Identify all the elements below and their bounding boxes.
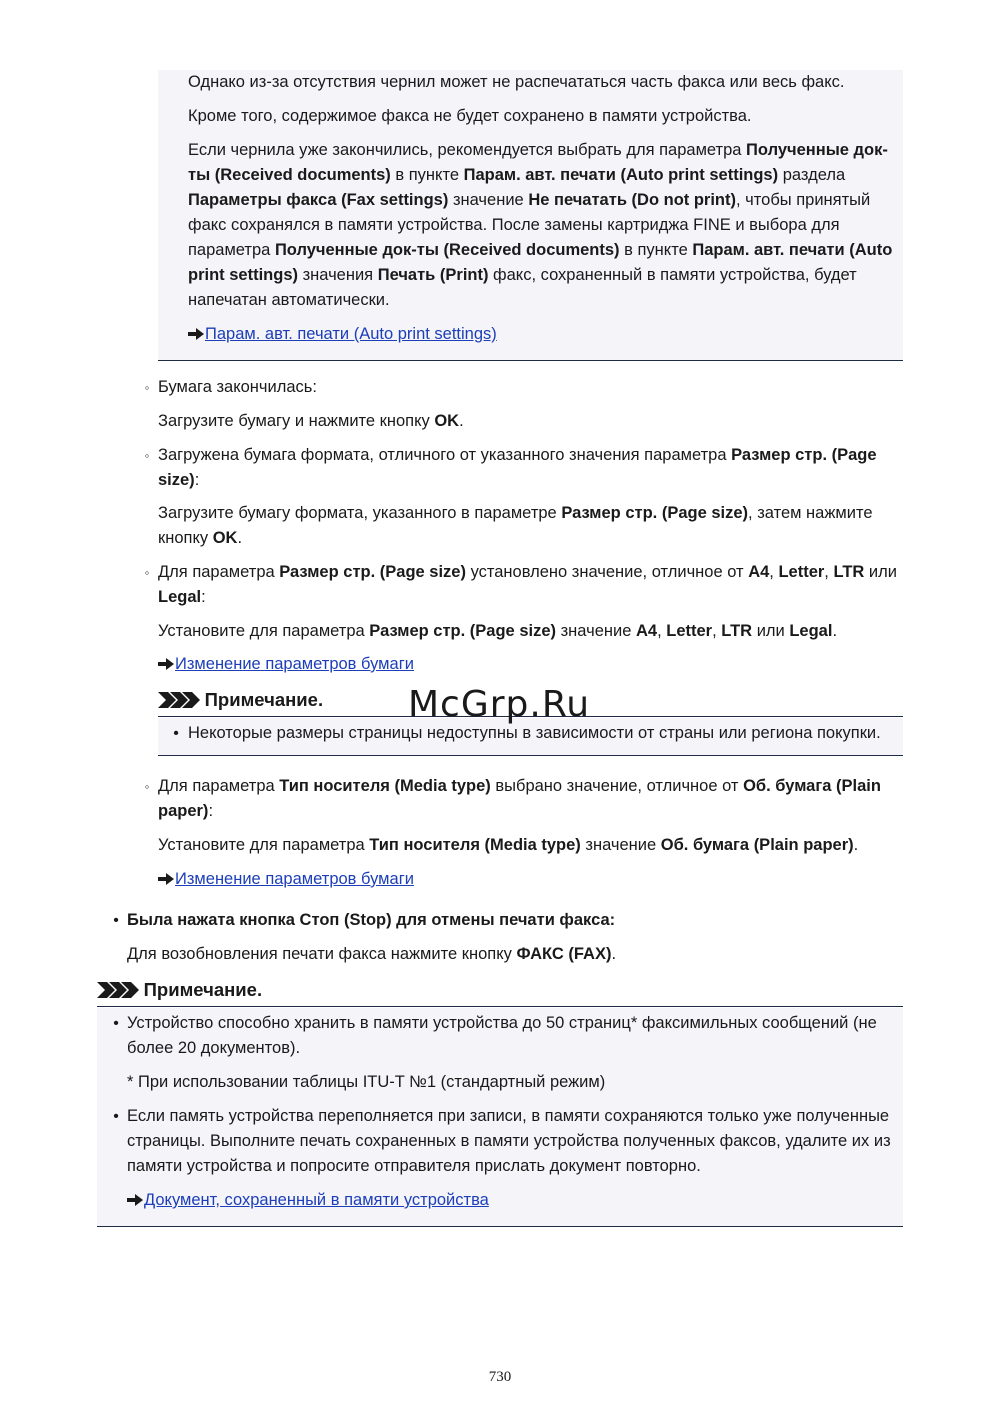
top-note-content [188, 70, 900, 347]
note-item-memory-full: Если память устройства переполняется при записи, в памяти сохраняются только уже полученные страницы. Выполните печать сохраненных в памяти устройства полученных факсов, удалите их из памяти устройства и попросите отправителя прислать документ повторно. [127, 1107, 891, 1175]
bold-term: Letter [666, 622, 713, 640]
bold-term: Парам. авт. печати (Auto print settings) [463, 166, 779, 184]
paper-out-title: Бумага закончилась: [158, 378, 317, 396]
bold-term: LTR [721, 622, 753, 640]
paper-size-mismatch-body: Загрузите бумагу формата, указанного в параметре Размер стр. (Page size), затем нажмите кнопку OK. [158, 504, 873, 547]
inner-note-rule-bottom [158, 755, 903, 756]
note-chevrons-icon [158, 692, 200, 713]
page-number: 730 [488, 1369, 512, 1385]
note-chevrons-icon [97, 982, 139, 1003]
note-header [97, 978, 903, 1003]
bullet-icon: • [113, 912, 119, 929]
bullet-icon: • [113, 1015, 119, 1032]
bold-term: Тип носителя (Media type) [369, 836, 581, 854]
stop-pressed-body: Для возобновления печати факса нажмите кнопку ФАКС (FAX). [127, 945, 617, 963]
bold-term: Об. бумага (Plain paper) [660, 836, 854, 854]
top-paragraph-2: Кроме того, содержимое факса не будет сохранено в памяти устройства. [188, 107, 752, 125]
sub-bullet-icon: ◦ [144, 779, 150, 794]
bold-term: Legal [158, 588, 202, 606]
sub-bullet-icon: ◦ [144, 380, 150, 395]
bullet-icon: • [173, 725, 179, 742]
arrow-right-icon [158, 868, 174, 880]
bold-term: Размер стр. (Page size) [369, 622, 557, 640]
auto-print-settings-link[interactable]: Парам. авт. печати (Auto print settings) [205, 325, 497, 343]
note-title: Примечание. [143, 979, 263, 1000]
bold-term: ФАКС (FAX) [516, 945, 612, 963]
bold-term: Полученные док-ты (Received documents) [188, 141, 888, 184]
bold-term: LTR [833, 563, 865, 581]
bullet-icon: • [113, 1108, 119, 1125]
page-size-value-title: Для параметра Размер стр. (Page size) установлено значение, отличное от A4, Letter, LTR или Legal: [158, 563, 897, 606]
inner-note-item: Некоторые размеры страницы недоступны в зависимости от страны или региона покупки. [188, 724, 881, 742]
bold-term: Размер стр. (Page size) [279, 563, 466, 581]
bold-term: Letter [778, 563, 825, 581]
stop-pressed-title [127, 908, 903, 933]
arrow-right-icon [158, 653, 174, 665]
media-type-body: Установите для параметра Тип носителя (Media type) значение Об. бумага (Plain paper). [158, 836, 859, 854]
page-size-value-body: Установите для параметра Размер стр. (Page size) значение A4, Letter, LTR или Legal. [158, 622, 838, 640]
document-in-memory-link[interactable]: Документ, сохраненный в памяти устройства [144, 1191, 489, 1209]
note-item-footnote: * При использовании таблицы ITU-T №1 (стандартный режим) [127, 1073, 606, 1091]
sub-bullet-icon: ◦ [144, 448, 150, 463]
top-paragraph-3: Если чернила уже закончились, рекомендуется выбрать для параметра Полученные док-ты (Received documents) в пункте Парам. авт. печати (Auto print settings) раздела Параметры факса (Fax settings) значение Не печатать (Do not print), чтобы принятый факс сохранялся в памяти устройства. После замены картриджа FINE и выбора для параметра Полученные док-ты (Received documents) в пункте Парам. авт. печати (Auto print settings) значения Печать (Print) факс, сохраненный в памяти устройства, будет напечатан автоматически. [188, 141, 893, 309]
arrow-right-icon [127, 1189, 143, 1201]
note-rule-bottom [97, 1226, 903, 1227]
paper-settings-link-row-2 [158, 867, 903, 892]
inner-note-title: Примечание. [204, 689, 324, 710]
watermark: McGrp.Ru [408, 684, 591, 725]
bold-term: Размер стр. (Page size) [561, 504, 749, 522]
bold-term: Не печатать (Do not print) [528, 191, 737, 209]
arrow-right-icon [188, 323, 204, 335]
top-paragraph-1: Однако из-за отсутствия чернил может не распечататься часть факса или весь факс. [188, 73, 845, 91]
bold-term: Размер стр. (Page size) [158, 446, 877, 489]
bold-term: OK [212, 529, 238, 547]
bold-term: A4 [748, 563, 770, 581]
paper-out-body: Загрузите бумагу и нажмите кнопку OK. [158, 412, 464, 430]
sub-bullet-icon: ◦ [144, 565, 150, 580]
paper-settings-link-row-1 [158, 652, 903, 677]
bold-term: Legal [789, 622, 833, 640]
note-item-memory-capacity: Устройство способно хранить в памяти устройства до 50 страниц* факсимильных сообщений (не более 20 документов). [127, 1014, 877, 1057]
top-block-divider [158, 360, 903, 361]
bold-term: Парам. авт. печати (Auto print settings) [188, 241, 893, 284]
top-link-row [188, 322, 900, 347]
change-paper-settings-link[interactable]: Изменение параметров бумаги [175, 655, 414, 673]
bold-term: OK [434, 412, 460, 430]
bold-term: A4 [635, 622, 658, 640]
note-rule-top [97, 1006, 903, 1007]
bold-term: Параметры факса (Fax settings) [188, 191, 449, 209]
paper-size-mismatch-title: Загружена бумага формата, отличного от указанного значения параметра Размер стр. (Page size): [158, 446, 877, 489]
bold-term: Печать (Print) [377, 266, 489, 284]
stop-pressed-title-text: Была нажата кнопка Стоп (Stop) для отмены печати факса: [127, 911, 616, 929]
bold-term: Об. бумага (Plain paper) [158, 777, 881, 820]
bold-term: Полученные док-ты (Received documents) [274, 241, 620, 259]
change-paper-settings-link[interactable]: Изменение параметров бумаги [175, 870, 414, 888]
note-link-row [127, 1188, 899, 1213]
media-type-title: Для параметра Тип носителя (Media type) выбрано значение, отличное от Об. бумага (Plain paper): [158, 777, 881, 820]
bold-term: Тип носителя (Media type) [279, 777, 491, 795]
